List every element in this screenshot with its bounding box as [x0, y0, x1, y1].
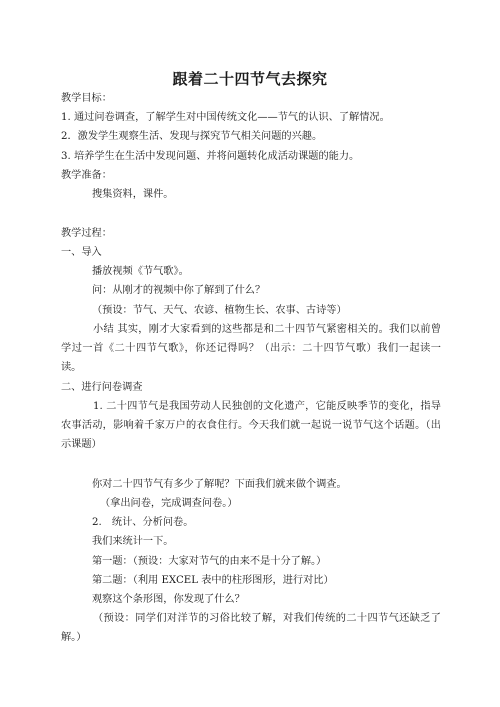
s2-line-5: 第一题：（预设：大家对节气的由来不是十分了解。） — [92, 556, 327, 567]
s2-line-7: 观察这个条形图，你发现了什么？ — [92, 594, 245, 605]
s2-line-2: （拿出问卷，完成调查问卷。） — [100, 498, 238, 509]
s2-line-4: 我们来统计一下。 — [92, 536, 174, 547]
goals-heading: 教学目标： — [61, 93, 112, 104]
s1-line-3: （预设：节气、天气、农谚、植物生长、农事、古诗等） — [92, 305, 347, 316]
s1-line-2: 问：从刚才的视频中你了解到了什么？ — [92, 285, 266, 296]
s2-paragraph-2: （预设：同学们对洋节的习俗比较了解，对我们传统的二十四节气还缺乏了解。） — [61, 613, 441, 644]
prep-text: 搜集资料，课件。 — [92, 189, 174, 200]
s1-summary-paragraph: 小结 其实，刚才大家看到的这些都是和二十四节气紧密相关的。我们以前曾学过一首《二十四节气歌》，你还记得吗？（出示：二十四节气歌）我们一起读一读。 — [61, 324, 441, 374]
s2-line-3: 2. 统计、分析问卷。 — [92, 517, 194, 528]
prep-heading: 教学准备： — [61, 170, 112, 181]
section-2-heading: 二、进行问卷调查 — [61, 382, 143, 393]
s2-line-6: 第二题：（利用 EXCEL 表中的柱形图形，进行对比） — [92, 575, 334, 586]
process-heading: 教学过程： — [61, 228, 112, 239]
goal-item-1: 1. 通过问卷调查，了解学生对中国传统文化——节气的认识、了解情况。 — [61, 112, 390, 123]
section-1-heading: 一、导入 — [61, 247, 102, 258]
document-title: 跟着二十四节气去探究 — [172, 70, 328, 88]
goal-item-2: 2．激发学生观察生活、发现与探究节气相关问题的兴趣。 — [61, 131, 323, 142]
s2-paragraph-1: 1. 二十四节气是我国劳动人民独创的文化遗产，它能反映季节的变化，指导农事活动，影响着千家万户的衣食住行。今天我们就一起说一说节气这个话题。（出示课题） — [61, 401, 441, 451]
s2-line-1: 你对二十四节气有多少了解呢？下面我们就来做个调查。 — [92, 479, 347, 490]
s1-line-1: 播放视频《节气歌》。 — [92, 266, 189, 277]
goal-item-3: 3. 培养学生在生活中发现问题、并将问题转化成活动课题的能力。 — [61, 151, 360, 162]
